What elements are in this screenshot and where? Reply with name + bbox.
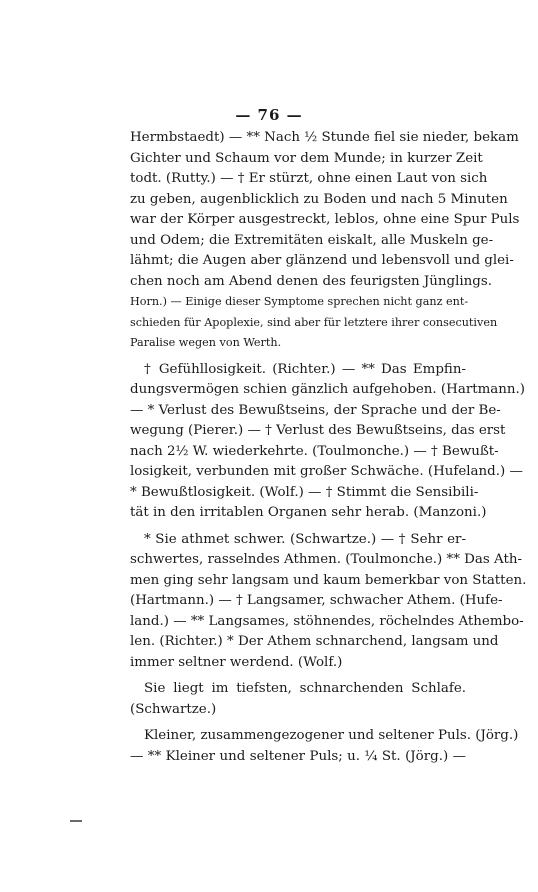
text-line: immer seltner werdend. (Wolf.)	[130, 654, 343, 670]
text-line: * Sie athmet schwer. (Schwartze.) — † Sehr er-	[144, 531, 466, 547]
text-line: chen noch am Abend denen des feurigsten Jünglings.	[130, 273, 492, 289]
text-line: len. (Richter.) * Der Athem schnarchend, langsam und	[130, 634, 499, 649]
text-line: † Gefühllosigkeit. (Richter.) — ** Das Empfin-	[144, 361, 466, 377]
text-line: Gichter und Schaum vor dem Munde; in kurzer Zeit	[130, 150, 483, 166]
text-line: Sie liegt im tiefsten, schnarchenden Schlafe.	[144, 681, 466, 696]
text-line: zu geben, augenblicklich zu Boden und nach 5 Minuten	[130, 191, 508, 207]
text-line: * Bewußtlosigkeit. (Wolf.) — † Stimmt die Sensibili-	[130, 484, 479, 500]
text-line: (Hartmann.) — † Langsamer, schwacher Athem. (Hufe-	[130, 593, 503, 608]
text-line: (Schwartze.)	[130, 701, 217, 717]
text-line: — * Verlust des Bewußtseins, der Sprache und der Be-	[130, 402, 501, 418]
text-line: schieden für Apoplexie, sind aber für letztere ihrer consecutiven	[130, 315, 498, 329]
text-line: nach 2½ W. wiederkehrte. (Toulmonche.) — † Bewußt-	[130, 443, 499, 459]
text-line: wegung (Pierer.) — † Verlust des Bewußtseins, das erst	[130, 423, 506, 438]
page-header: — 76 —	[235, 106, 303, 124]
text-line: todt. (Rutty.) — † Er stürzt, ohne einen Laut von sich	[130, 171, 488, 186]
text-line: und Odem; die Extremitäten eiskalt, alle Muskeln ge-	[130, 232, 494, 248]
text-line: dungsvermögen schien gänzlich aufgehoben. (Hartmann.)	[130, 382, 526, 397]
body-text	[130, 128, 527, 767]
text-line: land.) — ** Langsames, stöhnendes, röchelndes Athembo-	[130, 613, 524, 629]
text-line: schwertes, rasselndes Athmen. (Toulmonche.) ** Das Ath-	[130, 552, 522, 567]
text-line: Kleiner, zusammengezogener und seltener Puls. (Jörg.)	[144, 728, 519, 743]
text-line: tät in den irritablen Organen sehr herab. (Manzoni.)	[130, 505, 487, 520]
text-line: lähmt; die Augen aber glänzend und lebensvoll und glei-	[130, 253, 514, 268]
text-line: — ** Kleiner und seltener Puls; u. ¼ St. (Jörg.) —	[130, 748, 466, 764]
text-line: Paralise wegen von Werth.	[130, 336, 282, 349]
text-line: Hermbstaedt) — ** Nach ½ Stunde fiel sie nieder, bekam	[130, 130, 519, 145]
margin-mark	[70, 820, 82, 822]
text-line: war der Körper ausgestreckt, leblos, ohne eine Spur Puls	[130, 212, 520, 227]
text-line: losigkeit, verbunden mit großer Schwäche. (Hufeland.) —	[130, 464, 523, 479]
text-line: Horn.) — Einige dieser Symptome sprechen nicht ganz ent-	[130, 295, 469, 308]
text-line: men ging sehr langsam und kaum bemerkbar von Statten.	[130, 572, 527, 588]
